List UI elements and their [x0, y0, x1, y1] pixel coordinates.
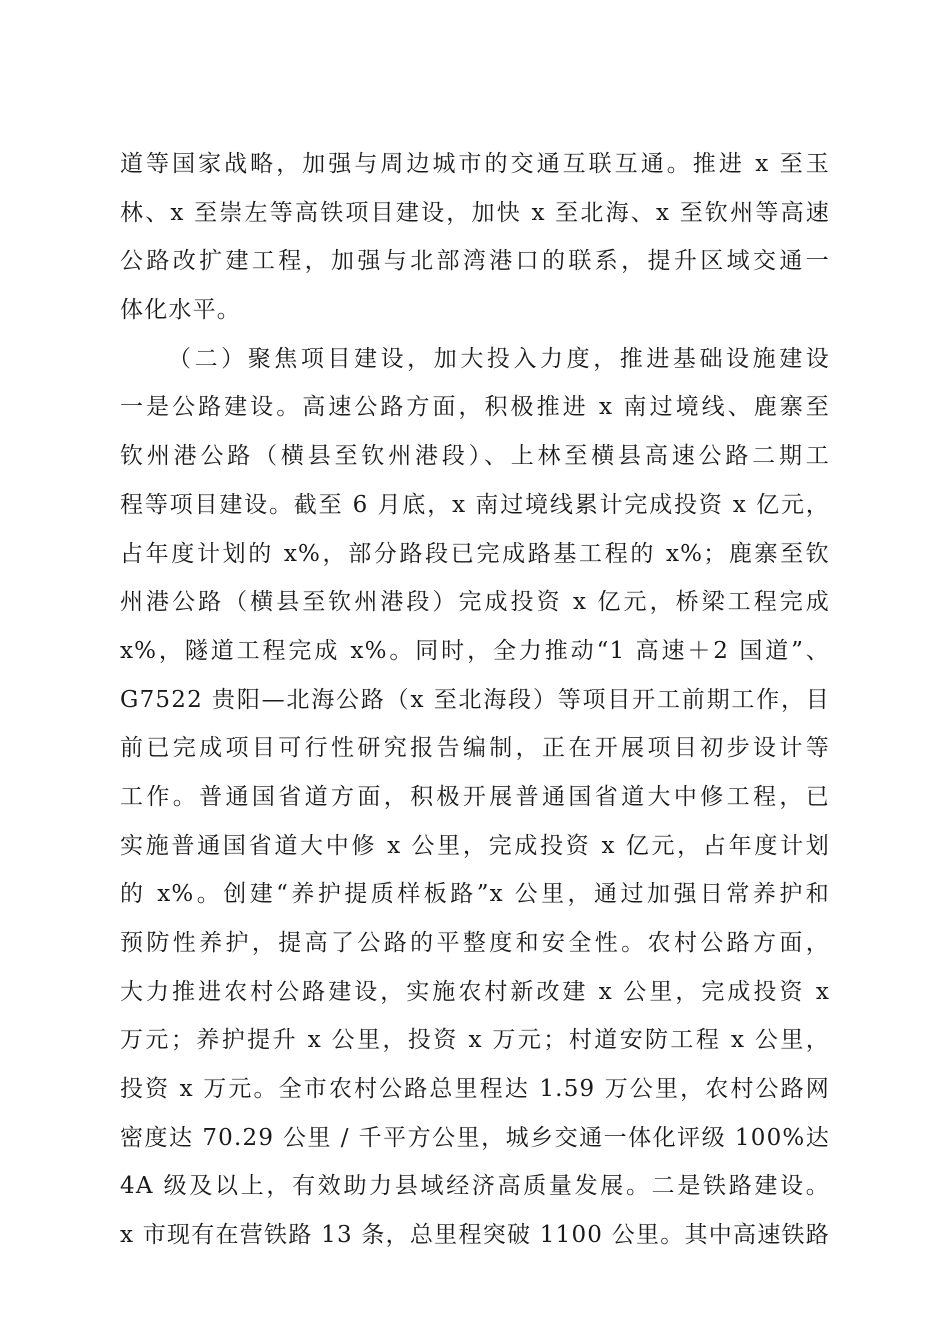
text-line: 公路改扩建工程，加强与北部湾港口的联系，提升区域交通一: [120, 248, 830, 275]
text-line: 州港公路（横县至钦州港段）完成投资 x 亿元，桥梁工程完成: [120, 589, 830, 616]
text-line: 万元；养护提升 x 公里，投资 x 万元；村道安防工程 x 公里，: [120, 1027, 830, 1054]
text-line: x%，隧道工程完成 x%。同时，全力推动“1 高速＋2 国道”、: [120, 637, 830, 664]
text-line: 实施普通国省道大中修 x 公里，完成投资 x 亿元，占年度计划: [120, 832, 830, 859]
text-line: 投资 x 万元。全市农村公路总里程达 1.59 万公里，农村公路网: [120, 1076, 830, 1103]
text-line: 占年度计划的 x%，部分路段已完成路基工程的 x%；鹿寨至钦: [120, 540, 830, 567]
text-line: 体化水平。: [120, 297, 241, 324]
text-line: 的 x%。创建“养护提质样板路”x 公里，通过加强日常养护和: [120, 881, 830, 908]
text-line: 工作。普通国省道方面，积极开展普通国省道大中修工程，已: [120, 783, 830, 810]
text-line: G7522 贵阳—北海公路（x 至北海段）等项目开工前期工作，目: [120, 686, 830, 713]
text-line: 大力推进农村公路建设，实施农村新改建 x 公里，完成投资 x: [120, 978, 830, 1005]
text-line: 4A 级及以上，有效助力县域经济高质量发展。二是铁路建设。: [120, 1173, 830, 1200]
text-line: 一是公路建设。高速公路方面，积极推进 x 南过境线、鹿寨至: [120, 394, 830, 421]
text-line: 程等项目建设。截至 6 月底，x 南过境线累计完成投资 x 亿元，: [120, 491, 830, 518]
body-text: [120, 140, 830, 1260]
section-heading: （二）聚焦项目建设，加大投入力度，推进基础设施建设: [168, 345, 830, 372]
text-line: 道等国家战略，加强与周边城市的交通互联互通。推进 x 至玉: [120, 151, 830, 177]
text-line: 前已完成项目可行性研究报告编制，正在开展项目初步设计等: [120, 735, 830, 762]
text-line: 密度达 70.29 公里 / 千平方公里，城乡交通一体化评级 100%达: [120, 1124, 830, 1151]
text-line: x 市现有在营铁路 13 条，总里程突破 1100 公里。其中高速铁路: [120, 1222, 830, 1249]
text-line: 预防性养护，提高了公路的平整度和安全性。农村公路方面，: [120, 930, 830, 956]
text-line: 钦州港公路（横县至钦州港段）、上林至横县高速公路二期工: [120, 443, 830, 470]
text-line: 林、x 至崇左等高铁项目建设，加快 x 至北海、x 至钦州等高速: [120, 199, 830, 226]
